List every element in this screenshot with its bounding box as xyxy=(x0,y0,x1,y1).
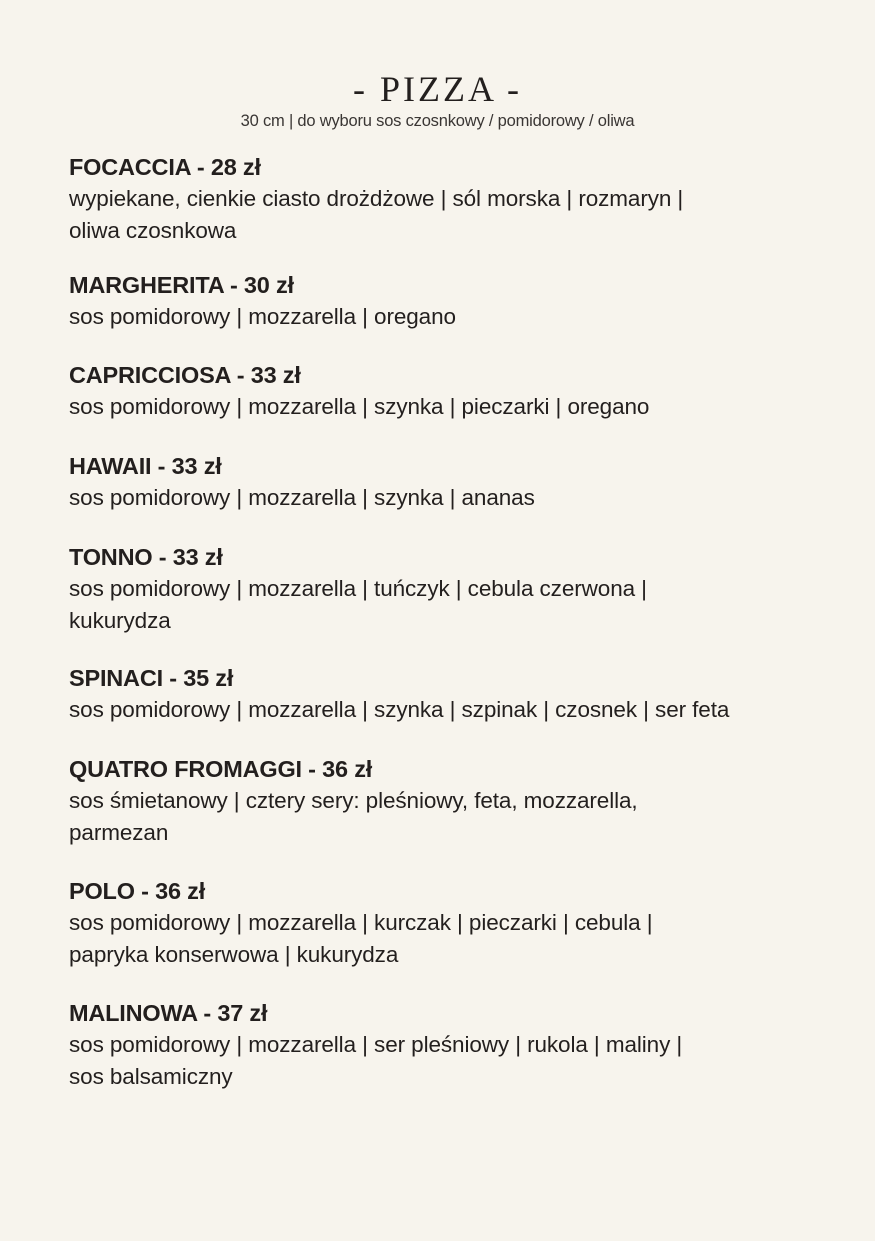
item-description xyxy=(69,482,819,514)
menu-header xyxy=(0,68,875,131)
menu-item-quatro-fromaggi xyxy=(69,753,819,848)
item-name: FOCACCIA - 28 zł xyxy=(69,154,261,180)
item-description-line: sos balsamiczny xyxy=(69,1063,233,1089)
item-description-line: wypiekane, cienkie ciasto drożdżowe | sól morska | rozmaryn | xyxy=(69,186,684,211)
item-description-line: sos pomidorowy | mozzarella | szynka | pieczarki | oregano xyxy=(69,394,650,419)
item-description-line: papryka konserwowa | kukurydza xyxy=(69,941,399,967)
item-description xyxy=(69,694,819,726)
item-description-line: oliwa czosnkowa xyxy=(69,217,237,243)
menu-item-polo xyxy=(69,875,819,970)
menu-item-hawaii xyxy=(69,450,819,514)
section-subtitle: 30 cm | do wyboru sos czosnkowy / pomidorowy / oliwa xyxy=(240,112,635,130)
item-description-line: sos pomidorowy | mozzarella | kurczak | pieczarki | cebula | xyxy=(69,910,653,935)
menu-item-margherita xyxy=(69,269,819,333)
item-name: MARGHERITA - 30 zł xyxy=(69,272,294,298)
item-name: HAWAII - 33 zł xyxy=(69,453,222,479)
item-description-line: parmezan xyxy=(69,819,169,845)
item-description-line: kukurydza xyxy=(69,607,171,633)
item-description xyxy=(69,573,819,636)
menu-item-tonno xyxy=(69,541,819,636)
item-name: MALINOWA - 37 zł xyxy=(69,1000,268,1026)
item-description-line: sos pomidorowy | mozzarella | oregano xyxy=(69,304,456,329)
item-name: CAPRICCIOSA - 33 zł xyxy=(69,362,301,388)
item-description xyxy=(69,391,819,423)
menu-item-malinowa xyxy=(69,997,819,1092)
item-description xyxy=(69,1029,819,1092)
item-description-line: sos śmietanowy | cztery sery: pleśniowy, feta, mozzarella, xyxy=(69,788,638,813)
item-description xyxy=(69,907,819,970)
menu-item-capricciosa xyxy=(69,359,819,423)
item-description-line: sos pomidorowy | mozzarella | ser pleśniowy | rukola | maliny | xyxy=(69,1032,683,1057)
item-description xyxy=(69,785,819,848)
item-name: POLO - 36 zł xyxy=(69,878,206,904)
item-name: SPINACI - 35 zł xyxy=(69,665,234,691)
item-description xyxy=(69,301,819,333)
item-name: QUATRO FROMAGGI - 36 zł xyxy=(69,756,373,782)
menu-item-spinaci xyxy=(69,662,819,726)
item-description-line: sos pomidorowy | mozzarella | szynka | ananas xyxy=(69,485,535,510)
menu-item-focaccia xyxy=(69,151,819,246)
item-description xyxy=(69,183,819,246)
item-name: TONNO - 33 zł xyxy=(69,544,223,570)
item-description-line: sos pomidorowy | mozzarella | szynka | szpinak | czosnek | ser feta xyxy=(69,697,730,722)
section-title: - PIZZA - xyxy=(353,69,522,109)
item-description-line: sos pomidorowy | mozzarella | tuńczyk | cebula czerwona | xyxy=(69,576,647,601)
